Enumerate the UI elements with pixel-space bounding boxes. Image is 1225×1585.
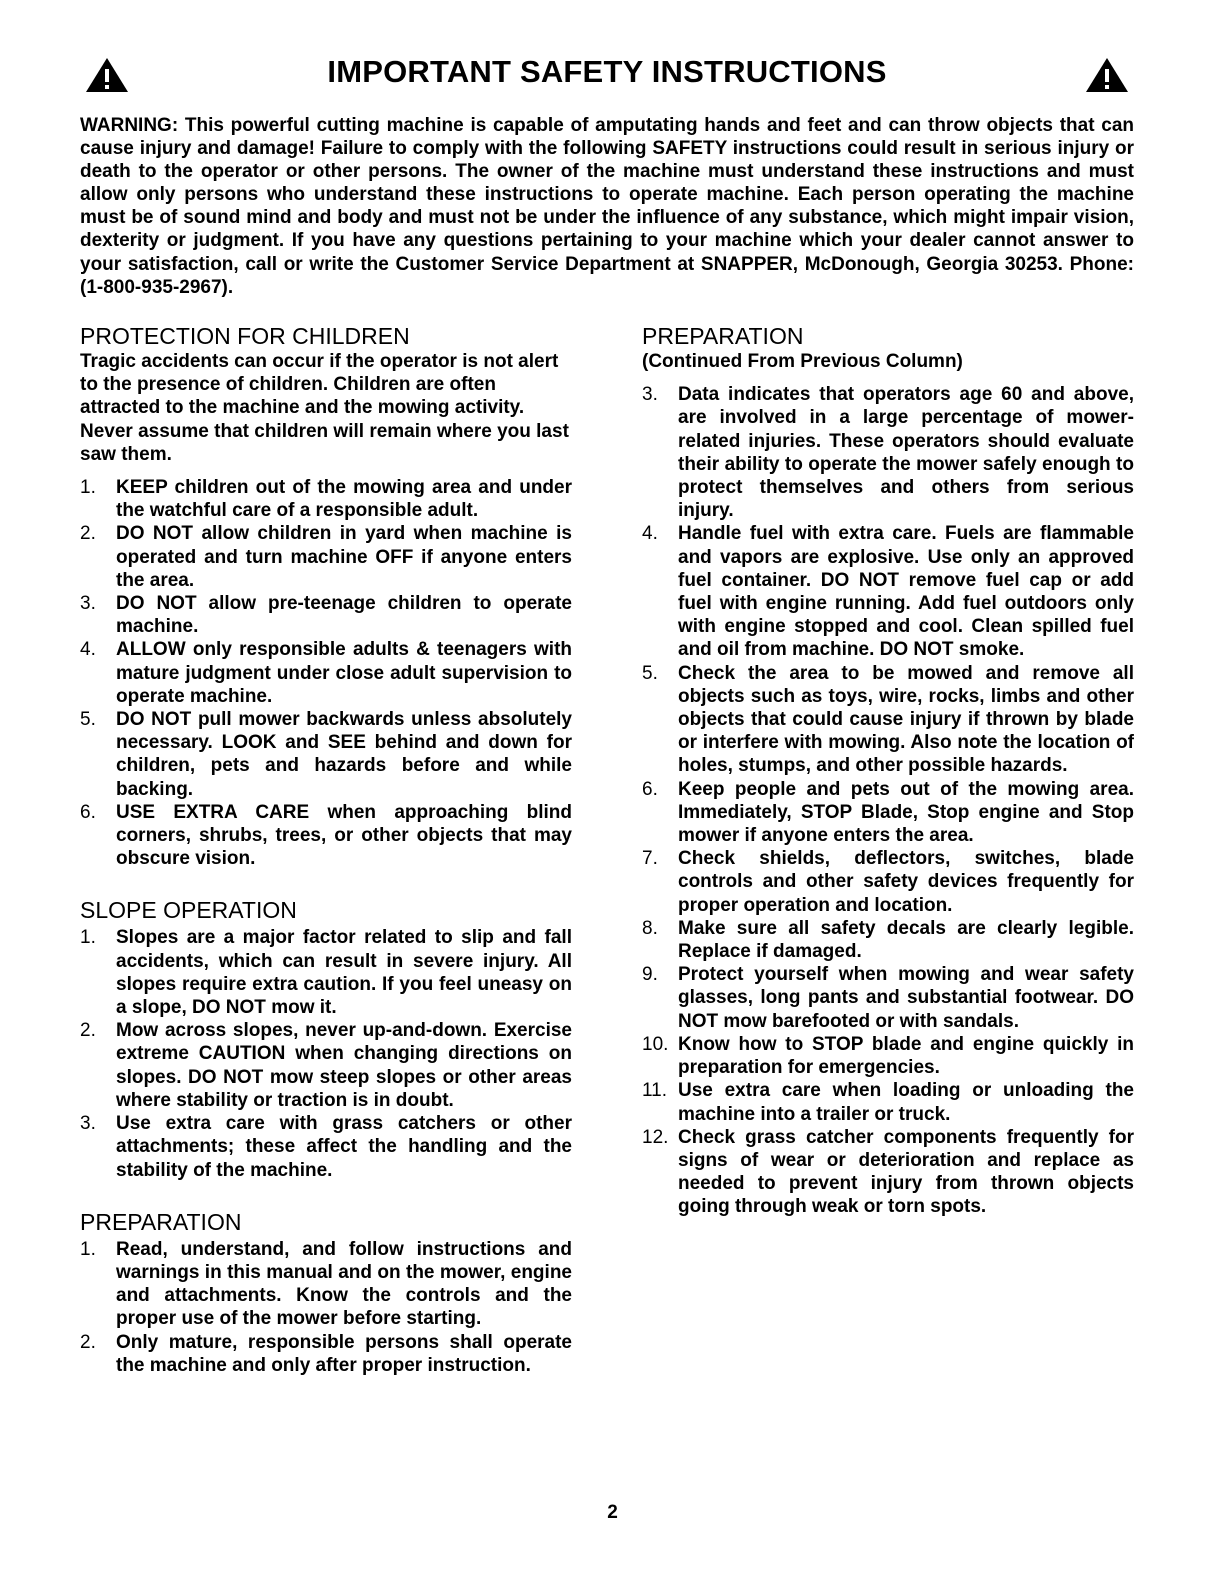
list-item-text: Protect yourself when mowing and wear safety glasses, long pants and substantial footwear. DO NOT mow barefooted or with sandals. [678,964,1134,1032]
preparation-cont-subheading: (Continued From Previous Column) [642,351,963,372]
list-item [80,476,572,522]
left-column [80,322,572,1377]
list-item-number: 3. [80,593,96,615]
list-item [80,1019,572,1112]
list-item [642,847,1134,917]
list-item [642,917,1134,963]
list-item-number: 2. [80,1020,96,1042]
list-item-text: Check shields, deflectors, switches, blade controls and other safety devices frequently for proper operation and location. [678,848,1134,916]
right-column [642,322,1134,1219]
list-item-text: Slopes are a major factor related to slip and fall accidents, which can result in severe injury. All slopes require extra caution. If you feel uneasy on a slope, DO NOT mow it. [116,927,572,1019]
list-item-text: Read, understand, and follow instructions and warnings in this manual and on the mower, engine and attachments. Know the controls and the proper use of the mower before starting. [116,1238,572,1330]
page-number: 2 [607,1502,618,1523]
page-title: IMPORTANT SAFETY INSTRUCTIONS [327,54,887,89]
list-item-text: Use extra care when loading or unloading the machine into a trailer or truck. [678,1080,1134,1125]
list-item-text: Mow across slopes, never up-and-down. Exercise extreme CAUTION when changing directions on slopes. DO NOT mow steep slopes or other areas where stability or traction is in doubt. [116,1020,572,1111]
list-item-text: ALLOW only responsible adults & teenagers with mature judgment under close adult supervision to operate machine. [116,639,572,707]
list-item-number: 5. [80,709,96,731]
list-item [642,522,1134,661]
list-item [642,662,1134,778]
list-item-text: Keep people and pets out of the mowing area. Immediately, STOP Blade, Stop engine and Stop mower if anyone enters the area. [678,778,1134,847]
warning-paragraph: WARNING: This powerful cutting machine is capable of amputating hands and feet and can throw objects that can cause injury and damage! Failure to comply with the following SAFETY instructions could result in serious injury or death to the operator or other persons. The owner of the machine must understand these instructions and must allow only persons who understand these instructions to operate machine. Each person operating the machine must be of sound mind and body and must not be under the influence of any substance, which might impair vision, dexterity or judgment. If you have any questions pertaining to your machine which your dealer cannot answer to your satisfaction, call or write the Customer Service Department at SNAPPER, McDonough, Georgia 30253. Phone: (1-800-935-2967). [80,115,1134,298]
list-item-number: 6. [80,801,96,823]
list-item-number: 9. [642,964,658,986]
list-item [80,708,572,801]
list-item [642,1126,1134,1219]
warning-triangle-icon [1084,56,1130,94]
list-item [642,963,1134,1033]
list-item [642,383,1134,522]
list-item-number: 6. [642,778,658,800]
preparation-list [80,1238,572,1377]
list-item-text: Check grass catcher components frequently for signs of wear or deterioration and replace as needed to prevent injury from thrown objects going through weak or torn spots. [678,1126,1134,1218]
list-item-text: Make sure all safety decals are clearly legible. Replace if damaged. [678,917,1134,963]
slope-heading: SLOPE OPERATION [80,897,297,924]
list-item [80,926,572,1019]
list-item-number: 11. [642,1080,668,1102]
list-item [80,1331,572,1377]
list-item-number: 8. [642,917,658,939]
list-item [80,801,572,871]
list-item-number: 1. [80,1238,96,1260]
list-item [642,778,1134,848]
list-item [80,522,572,592]
list-item [642,1033,1134,1079]
list-item-number: 12. [642,1126,669,1148]
title-row [80,52,1134,96]
list-item-number: 3. [642,384,658,406]
list-item [80,1112,572,1182]
children-intro: Tragic accidents can occur if the operator is not alert to the presence of children. Children are often attracted to the machine and the mowing activity. Never assume that children will remain where you last saw them. [80,351,569,465]
list-item-text: Know how to STOP blade and engine quickly in preparation for emergencies. [678,1033,1134,1079]
list-item-number: 1. [80,927,96,949]
list-item [642,1079,1134,1125]
children-list [80,476,572,870]
list-item-text: DO NOT allow pre-teenage children to operate machine. [116,593,572,638]
list-item-text: KEEP children out of the mowing area and under the watchful care of a responsible adult. [116,477,572,522]
list-item-number: 2. [80,1331,96,1353]
list-item-number: 4. [642,523,658,545]
list-item-text: DO NOT allow children in yard when machine is operated and turn machine OFF if anyone enters the area. [116,523,572,591]
preparation-cont-list [642,383,1134,1218]
list-item-text: USE EXTRA CARE when approaching blind corners, shrubs, trees, or other objects that may obscure vision. [116,801,572,870]
list-item-text: Check the area to be mowed and remove all objects such as toys, wire, rocks, limbs and other objects that could cause injury if thrown by blade or interfere with mowing. Also note the location of holes, stumps, and other possible hazards. [678,662,1134,777]
list-item-number: 10. [642,1033,669,1055]
list-item [80,1238,572,1331]
preparation-heading: PREPARATION [80,1208,242,1235]
list-item-number: 7. [642,848,658,870]
preparation-cont-heading: PREPARATION [642,323,804,349]
list-item [80,592,572,638]
list-item-text: Handle fuel with extra care. Fuels are flammable and vapors are explosive. Use only an approved fuel container. DO NOT remove fuel cap or add fuel with engine running. Add fuel outdoors only with engine stopped and cool. Clean spilled fuel and oil from machine. DO NOT smoke. [678,523,1134,661]
list-item-number: 4. [80,639,96,661]
list-item-number: 2. [80,523,96,545]
list-item-number: 3. [80,1113,96,1135]
list-item-text: Only mature, responsible persons shall operate the machine and only after proper instruction. [116,1331,572,1376]
list-item-number: 1. [80,477,96,499]
list-item [80,638,572,708]
list-item-text: Use extra care with grass catchers or other attachments; these affect the handling and the stability of the machine. [116,1113,572,1181]
slope-list [80,926,572,1181]
list-item-number: 5. [642,662,658,684]
list-item-text: Data indicates that operators age 60 and above, are involved in a large percentage of mower-related injuries. These operators should evaluate their ability to operate the mower safely enough to protect themselves and others from serious injury. [678,384,1134,522]
list-item-text: DO NOT pull mower backwards unless absolutely necessary. LOOK and SEE behind and down for children, pets and hazards before and while backing. [116,709,572,800]
children-heading: PROTECTION FOR CHILDREN [80,323,410,349]
